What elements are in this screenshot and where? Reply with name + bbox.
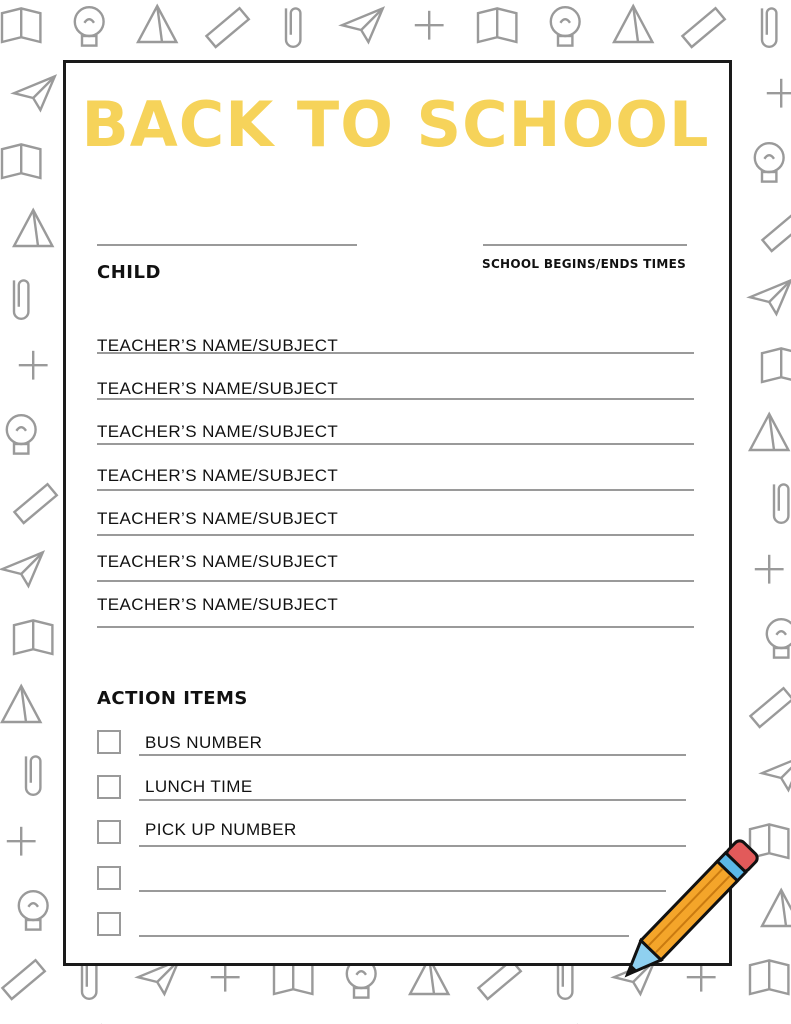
- paperclip-icon: [286, 8, 300, 46]
- ruler-icon: [762, 212, 791, 251]
- action-item-checkbox[interactable]: [97, 912, 121, 936]
- action-item-label: PICK UP NUMBER: [145, 820, 297, 839]
- lightbulb-icon: [75, 7, 104, 45]
- action-item-checkbox[interactable]: [97, 866, 121, 890]
- paperclip-icon: [26, 756, 40, 794]
- action-item-line[interactable]: [139, 935, 629, 937]
- math-symbol-icon: [755, 555, 784, 584]
- teacher-row-label: TEACHER’S NAME/SUBJECT: [97, 336, 339, 355]
- ruler-icon: [2, 960, 44, 999]
- teacher-row-line[interactable]: [97, 580, 694, 582]
- pencil-icon: [610, 830, 760, 1000]
- action-item-checkbox[interactable]: [97, 820, 121, 844]
- teacher-row-line[interactable]: [97, 443, 694, 445]
- page-title: BACK TO SCHOOL: [81, 88, 710, 161]
- paperclip-icon: [82, 960, 96, 998]
- teacher-row-line[interactable]: [97, 489, 694, 491]
- teacher-row-label: TEACHER’S NAME/SUBJECT: [97, 422, 339, 441]
- school-times-line: [483, 244, 687, 246]
- paper-plane-icon: [2, 552, 43, 586]
- teacher-row-label: TEACHER’S NAME/SUBJECT: [97, 595, 339, 614]
- book-icon: [478, 8, 516, 42]
- paper-plane-icon: [750, 280, 791, 314]
- lightbulb-icon: [551, 7, 580, 45]
- teacher-row-line[interactable]: [97, 626, 694, 628]
- child-line: [97, 244, 357, 246]
- book-icon: [2, 8, 40, 42]
- action-item-line[interactable]: [139, 799, 686, 801]
- pyramid-icon: [2, 686, 40, 722]
- lightbulb-icon: [767, 619, 791, 657]
- action-item-checkbox[interactable]: [97, 730, 121, 754]
- child-label: CHILD: [97, 262, 161, 283]
- action-item-line[interactable]: [139, 754, 686, 756]
- teacher-row-label: TEACHER’S NAME/SUBJECT: [97, 466, 339, 485]
- paperclip-icon: [14, 280, 28, 318]
- action-item-checkbox[interactable]: [97, 775, 121, 799]
- ruler-icon: [478, 960, 520, 999]
- teacher-row-label: TEACHER’S NAME/SUBJECT: [97, 552, 339, 571]
- lightbulb-icon: [7, 415, 36, 453]
- teacher-row-label: TEACHER’S NAME/SUBJECT: [97, 509, 339, 528]
- pyramid-icon: [14, 210, 52, 246]
- ruler-icon: [682, 8, 724, 47]
- paperclip-icon: [762, 8, 776, 46]
- ruler-icon: [14, 484, 56, 523]
- pyramid-icon: [750, 414, 788, 450]
- paper-plane-icon: [762, 756, 791, 790]
- lightbulb-icon: [19, 891, 48, 929]
- pyramid-icon: [138, 6, 176, 42]
- teacher-row-line[interactable]: [97, 352, 694, 354]
- math-symbol-icon: [7, 827, 36, 856]
- teacher-row-line[interactable]: [97, 398, 694, 400]
- action-item-line[interactable]: [139, 845, 686, 847]
- action-item-label: LUNCH TIME: [145, 777, 253, 796]
- pyramid-icon: [614, 6, 652, 42]
- math-symbol-icon: [211, 963, 240, 992]
- ruler-icon: [750, 688, 791, 727]
- school-times-label: SCHOOL BEGINS/ENDS TIMES: [482, 257, 687, 271]
- action-item-label: BUS NUMBER: [145, 733, 263, 752]
- paperclip-icon: [558, 960, 572, 998]
- book-icon: [14, 620, 52, 654]
- math-symbol-icon: [19, 351, 48, 380]
- paperclip-icon: [774, 484, 788, 522]
- teacher-row-line[interactable]: [97, 534, 694, 536]
- book-icon: [762, 348, 791, 382]
- ruler-icon: [206, 8, 248, 47]
- action-item-line[interactable]: [139, 890, 666, 892]
- pyramid-icon: [762, 890, 791, 926]
- math-symbol-icon: [415, 11, 444, 40]
- teacher-row-label: TEACHER’S NAME/SUBJECT: [97, 379, 339, 398]
- paper-plane-icon: [342, 8, 383, 42]
- action-items-label: ACTION ITEMS: [97, 688, 248, 709]
